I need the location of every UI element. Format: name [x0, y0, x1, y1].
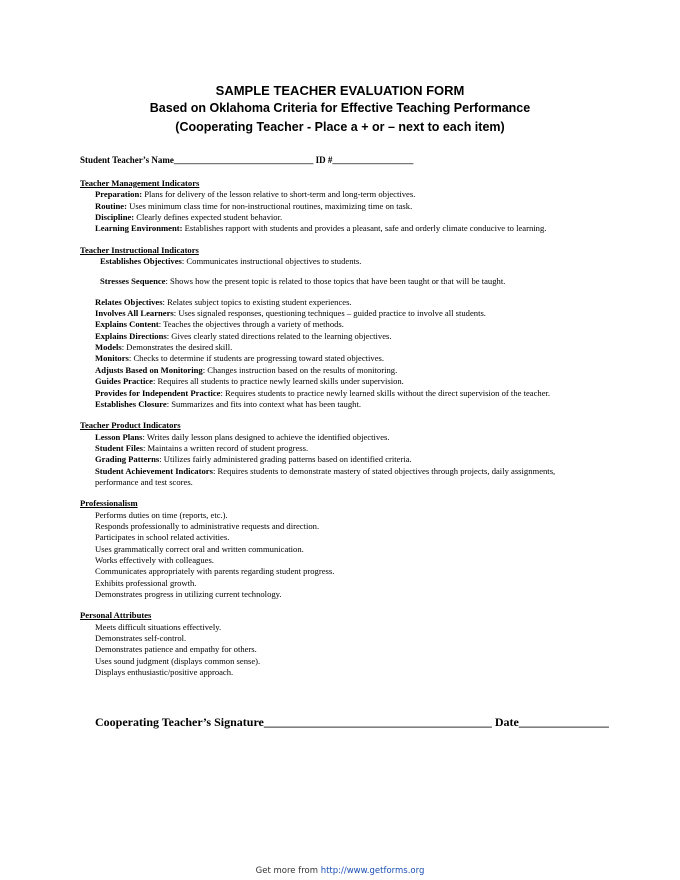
- list-item: Routine: Uses minimum class time for non-instructional routines, maximizing time on task.: [95, 200, 413, 211]
- form-content: [80, 178, 600, 678]
- list-item: Establishes Objectives: Communicates instructional objectives to students.: [100, 256, 362, 267]
- list-item: Explains Directions: Gives clearly stated directions related to the learning objectives.: [95, 330, 392, 341]
- list-item: Provides for Independent Practice: Requires students to practice newly learned skills without the direct supervision of the teacher.: [95, 387, 551, 398]
- section-title-instructional: Teacher Instructional Indicators: [80, 244, 199, 255]
- list-item: Uses grammatically correct oral and written communication.: [95, 543, 304, 554]
- section-title-professionalism: Professionalism: [80, 498, 138, 509]
- footer-link[interactable]: http://www.getforms.org: [320, 866, 425, 876]
- list-item: Adjusts Based on Monitoring: Changes instruction based on the results of monitoring.: [95, 364, 398, 375]
- footer: [0, 866, 680, 876]
- list-item: Displays enthusiastic/positive approach.: [95, 667, 234, 678]
- footer-prefix: Get more from: [255, 866, 321, 876]
- section-title-product: Teacher Product Indicators: [80, 420, 181, 431]
- student-name-id-line: Student Teacher’s Name_______________________________ ID #__________________: [80, 155, 414, 165]
- form-instruction: (Cooperating Teacher - Place a + or – next to each item): [175, 120, 505, 134]
- list-item: Involves All Learners: Uses signaled responses, questioning techniques – guided practice to involve all students.: [95, 308, 486, 319]
- list-item: Monitors: Checks to determine if students are progressing toward stated objectives.: [95, 353, 385, 364]
- list-item: Demonstrates self-control.: [95, 633, 187, 644]
- list-item: Explains Content: Teaches the objectives through a variety of methods.: [95, 319, 344, 330]
- list-item: Meets difficult situations effectively.: [95, 621, 222, 632]
- list-item: Models: Demonstrates the desired skill.: [95, 342, 233, 353]
- list-item: Demonstrates patience and empathy for others.: [95, 644, 257, 655]
- list-item: Responds professionally to administrative requests and direction.: [95, 520, 320, 531]
- list-item: Preparation: Plans for delivery of the lesson relative to short-term and long-term objectives.: [95, 189, 416, 200]
- list-item: Guides Practice: Requires all students to practice newly learned skills under supervision.: [95, 376, 404, 387]
- list-item: Uses sound judgment (displays common sense).: [95, 655, 261, 666]
- section-title-management: Teacher Management Indicators: [80, 178, 200, 188]
- signature-date-line: Cooperating Teacher’s Signature______________________________________ Date_______________: [95, 715, 609, 729]
- list-item: Relates Objectives: Relates subject topics to existing student experiences.: [95, 296, 352, 307]
- list-item: Participates in school related activities.: [95, 532, 230, 543]
- list-item: Works effectively with colleagues.: [95, 554, 214, 565]
- list-item: Stresses Sequence: Shows how the present topic is related to those topics that have been taught or that will be taught.: [100, 276, 506, 287]
- list-item: Exhibits professional growth.: [95, 577, 197, 588]
- form-subtitle: Based on Oklahoma Criteria for Effective Teaching Performance: [149, 101, 531, 115]
- form-title: SAMPLE TEACHER EVALUATION FORM: [215, 83, 465, 98]
- section-title-personal: Personal Attributes: [80, 610, 152, 621]
- list-item: Learning Environment: Establishes rapport with students and provides a pleasant, safe and orderly climate conducive to learning.: [95, 223, 547, 234]
- list-item: Student Achievement Indicators: Requires students to demonstrate mastery of stated objectives through projects, daily assignments, performance and test scores.: [95, 465, 556, 487]
- list-item: Communicates appropriately with parents regarding student progress.: [95, 566, 335, 577]
- list-item: Lesson Plans: Writes daily lesson plans designed to achieve the identified objectives.: [95, 431, 390, 442]
- list-item: Student Files: Maintains a written record of student progress.: [95, 442, 309, 453]
- list-item: Discipline: Clearly defines expected student behavior.: [95, 212, 283, 223]
- list-item: Performs duties on time (reports, etc.).: [95, 509, 228, 520]
- list-item: Demonstrates progress in utilizing current technology.: [95, 589, 282, 599]
- list-item: Establishes Closure: Summarizes and fits into context what has been taught.: [95, 398, 361, 409]
- list-item: Grading Patterns: Utilizes fairly administered grading patterns based on identified criteria.: [95, 454, 412, 465]
